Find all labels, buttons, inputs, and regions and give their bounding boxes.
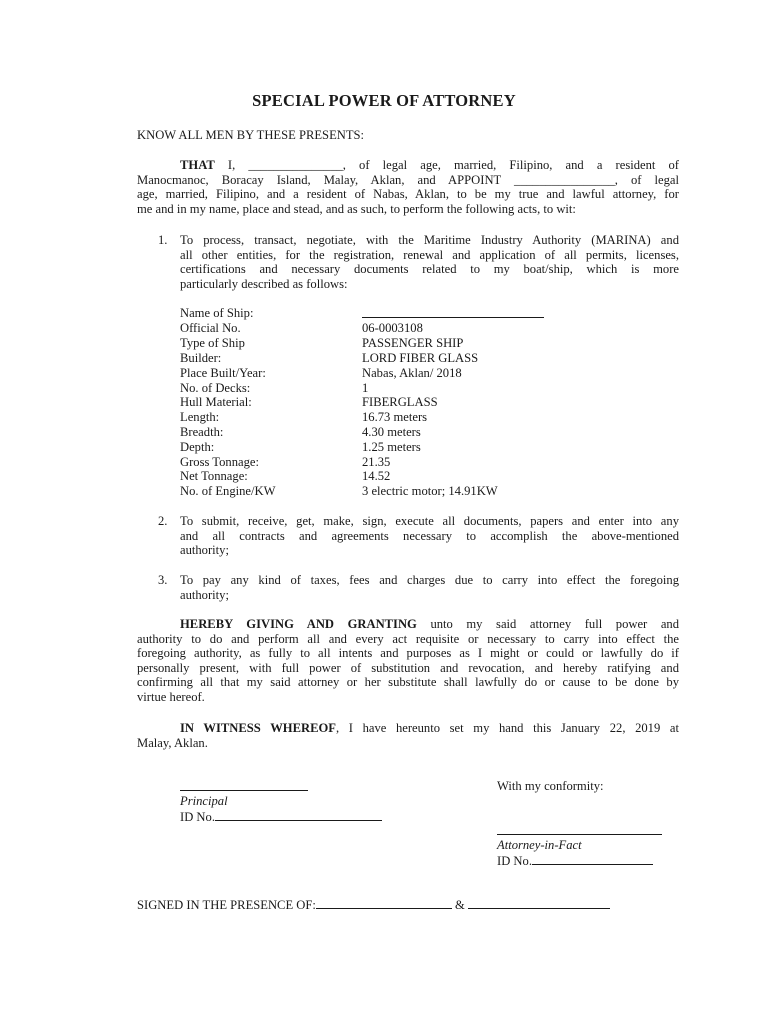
granting-line-1: HEREBY GIVING AND GRANTING unto my said attorney full power and (180, 617, 679, 631)
principal-signature-line (180, 790, 308, 791)
detail-value: FIBERGLASS (362, 395, 438, 409)
granting-paragraph (137, 617, 679, 705)
detail-value: 16.73 meters (362, 410, 428, 424)
intro-line-4: me and in my name, place and stead, and as such, to perform the following acts, to wit: (137, 201, 576, 216)
item-number: 1. (158, 233, 168, 247)
detail-label: Depth: (180, 440, 215, 454)
intro-paragraph (137, 158, 679, 216)
granting-line: confirming all that my said attorney or her substitute shall lawfully do or cause to be done by (137, 675, 679, 690)
item-1 (158, 233, 679, 291)
item-number: 3. (158, 573, 168, 587)
item-line: To pay any kind of taxes, fees and charges due to carry into effect the foregoing (180, 573, 679, 587)
principal-id: ID No. (180, 809, 382, 825)
conformity-label: With my conformity: (497, 779, 604, 793)
detail-label: Place Built/Year: (180, 366, 266, 380)
detail-value: 21.35 (362, 455, 391, 469)
detail-label: Length: (180, 410, 220, 424)
detail-value (362, 306, 544, 322)
principal-id-blank (215, 809, 382, 821)
item-line: To submit, receive, get, make, sign, execute all documents, papers and enter into any (180, 514, 679, 528)
granting-line: foregoing authority, as fully to all intents and purposes as I might or could or lawfully do if (137, 646, 679, 661)
detail-label: Hull Material: (180, 395, 252, 409)
ship-detail-row (180, 395, 580, 410)
detail-value: 1 (362, 381, 369, 395)
ship-detail-row (180, 484, 580, 499)
detail-value: LORD FIBER GLASS (362, 351, 479, 365)
attorney-id-blank (532, 853, 653, 865)
detail-label: Builder: (180, 351, 222, 365)
presence-label: SIGNED IN THE PRESENCE OF: (137, 898, 316, 912)
ship-detail-row (180, 336, 580, 351)
presence-line (137, 897, 610, 913)
ship-detail-row (180, 455, 580, 470)
ship-detail-row (180, 410, 580, 425)
intro-line-1: THAT I, _______________, of legal age, married, Filipino, and a resident of (180, 158, 680, 172)
ship-detail-row (180, 351, 580, 366)
ship-name-blank (362, 306, 544, 318)
granting-line: authority to do and perform all and every act requisite or necessary to carry into effect the (137, 631, 679, 646)
detail-value: 3 electric motor; 14.91KW (362, 484, 498, 498)
detail-label: Name of Ship: (180, 306, 254, 320)
item-3 (158, 573, 679, 602)
intro-line-3: age, married, Filipino, and a resident of Nabas, Aklan, to be my true and lawful attorney, for (137, 187, 679, 202)
item-line: authority; (180, 587, 229, 602)
intro-line-2: Manocmanoc, Boracay Island, Malay, Aklan, and APPOINT ________________, of legal (137, 172, 679, 187)
detail-value: 06-0003108 (362, 321, 423, 335)
granting-line: virtue hereof. (137, 689, 205, 704)
preamble: KNOW ALL MEN BY THESE PRESENTS: (137, 128, 365, 142)
ship-detail-row (180, 321, 580, 336)
detail-label: Net Tonnage: (180, 469, 248, 483)
detail-value: 1.25 meters (362, 440, 421, 454)
witness-paragraph (137, 721, 679, 750)
document-title: SPECIAL POWER OF ATTORNEY (252, 91, 516, 110)
witness-line: Malay, Aklan. (137, 735, 208, 750)
ship-detail-row (180, 366, 580, 381)
detail-label: Gross Tonnage: (180, 455, 259, 469)
principal-label: Principal (180, 794, 228, 808)
detail-label: No. of Engine/KW (180, 484, 276, 498)
ship-detail-row (180, 425, 580, 440)
attorney-id: ID No. (497, 853, 653, 869)
item-line: particularly described as follows: (180, 276, 348, 291)
ship-detail-row (180, 381, 580, 396)
item-line: To process, transact, negotiate, with the Maritime Industry Authority (MARINA) and (180, 233, 679, 247)
detail-label: No. of Decks: (180, 381, 251, 395)
detail-value: Nabas, Aklan/ 2018 (362, 366, 462, 380)
ship-detail-row (180, 440, 580, 455)
witness-2-blank (468, 897, 610, 909)
item-2 (158, 514, 679, 558)
ship-detail-row (180, 306, 580, 321)
witness-lead: IN WITNESS WHEREOF (180, 721, 336, 735)
detail-value: 4.30 meters (362, 425, 421, 439)
granting-lead: HEREBY GIVING AND GRANTING (180, 617, 417, 631)
detail-value: 14.52 (362, 469, 391, 483)
attorney-label: Attorney-in-Fact (497, 838, 582, 852)
detail-label: Official No. (180, 321, 241, 335)
item-line: and all contracts and agreements necessary to accomplish the above-mentioned (180, 528, 679, 543)
detail-label: Type of Ship (180, 336, 245, 350)
detail-label: Breadth: (180, 425, 224, 439)
item-line: certifications and necessary documents related to my boat/ship, which is more (180, 262, 679, 277)
detail-value: PASSENGER SHIP (362, 336, 464, 350)
witness-line-1: IN WITNESS WHEREOF, I have hereunto set my hand this January 22, 2019 at (180, 721, 679, 735)
item-number: 2. (158, 514, 168, 528)
intro-lead: THAT (180, 158, 215, 172)
witness-1-blank (316, 897, 452, 909)
ship-detail-row (180, 469, 580, 484)
presence-amp: & (455, 898, 465, 912)
attorney-signature-line (497, 834, 662, 835)
item-line: all other entities, for the registration, renewal and application of all permits, licenses, (180, 247, 679, 262)
granting-line: personally present, with full power of substitution and revocation, and hereby ratifying and (137, 660, 679, 675)
item-line: authority; (180, 543, 229, 558)
